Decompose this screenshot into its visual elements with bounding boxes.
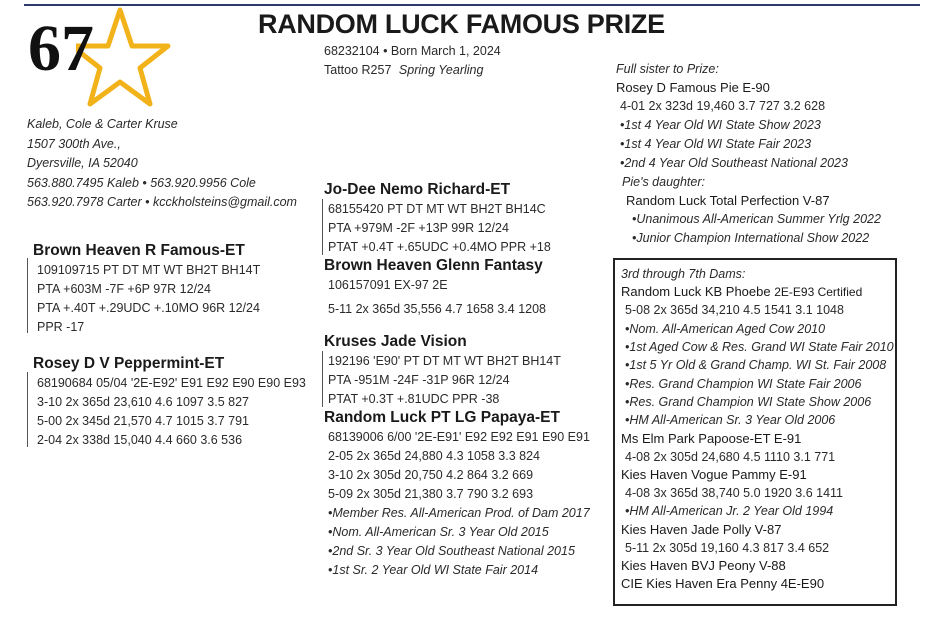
consignor-street: 1507 300th Ave., xyxy=(27,136,121,151)
dam-line: 68190684 05/04 '2E-E92' E91 E92 E90 E90 E93 xyxy=(37,376,306,390)
age-class: Spring Yearling xyxy=(398,63,484,77)
dam-line: 5-00 2x 345d 21,570 4.7 1015 3.7 791 xyxy=(37,414,249,428)
sire-sire-bracket xyxy=(322,199,323,255)
dams-block xyxy=(621,265,894,593)
dam-dam-details xyxy=(328,428,590,580)
phoebe-record: 5-08 2x 365d 34,210 4.5 1541 3.1 1048 xyxy=(625,303,844,318)
phoebe-classification: 2E-E93 Certified xyxy=(774,285,863,300)
dam-sire-details xyxy=(328,352,561,409)
phoebe-honor: •1st 5 Yr Old & Grand Champ. WI St. Fair 2008 xyxy=(625,358,887,373)
dam-name: Rosey D V Peppermint-ET xyxy=(33,355,225,372)
consignor-phones: 563.880.7495 Kaleb • 563.920.9956 Cole xyxy=(27,175,256,190)
sire-line: PPR -17 xyxy=(37,320,85,334)
phoebe-honor: •Nom. All-American Aged Cow 2010 xyxy=(625,321,826,336)
dam-dam-honor: •1st Sr. 2 Year Old WI State Fair 2014 xyxy=(328,563,539,577)
dam-dam-line: 2-05 2x 365d 24,880 4.3 1058 3.3 824 xyxy=(328,449,540,463)
tattoo-line xyxy=(324,61,483,79)
sire-dam-line: 106157091 EX-97 2E xyxy=(328,278,448,292)
tattoo: Tattoo R257 xyxy=(324,63,392,77)
dam-dam-honor: •Member Res. All-American Prod. of Dam 2017 xyxy=(328,506,590,520)
peony-name: Kies Haven BVJ Peony V-88 xyxy=(621,558,786,574)
dam-dam-line: 5-09 2x 305d 21,380 3.7 790 3.2 693 xyxy=(328,487,534,501)
page-title: RANDOM LUCK FAMOUS PRIZE xyxy=(258,9,665,39)
consignor-city: Dyersville, IA 52040 xyxy=(27,156,138,170)
phoebe-honor: •1st Aged Cow & Res. Grand WI State Fair 2010 xyxy=(625,340,894,355)
consignor-names: Kaleb, Cole & Carter Kruse xyxy=(27,117,178,131)
dam-sire-line: PTA -951M -24F -31P 96R 12/24 xyxy=(328,373,510,387)
sire-bracket xyxy=(27,258,28,333)
phoebe-honor: •HM All-American Sr. 3 Year Old 2006 xyxy=(625,413,836,428)
dam-dam-line: 68139006 6/00 '2E-E91' E92 E92 E91 E90 E91 xyxy=(328,430,590,444)
dams-heading: 3rd through 7th Dams: xyxy=(621,267,746,281)
dam-sire-bracket xyxy=(322,351,323,407)
full-sister-heading: Full sister to Prize: xyxy=(616,62,719,76)
sire-sire-line: 68155420 PT DT MT WT BH2T BH14C xyxy=(328,202,546,216)
sire-details xyxy=(37,261,260,337)
sire-line: PTA +603M -7F +6P 97R 12/24 xyxy=(37,282,211,296)
lot-number: 67 xyxy=(28,12,94,85)
dam-dam-honor: •2nd Sr. 3 Year Old Southeast National 2015 xyxy=(328,544,575,558)
pammy-honor: •HM All-American Jr. 2 Year Old 1994 xyxy=(625,504,834,519)
dam-details xyxy=(37,374,306,450)
sire-sire-name: Jo-Dee Nemo Richard-ET xyxy=(324,181,511,198)
consignor-contact: 563.920.7978 Carter • kcckholsteins@gmail.com xyxy=(27,195,297,209)
dam-sire-name: Kruses Jade Vision xyxy=(324,333,467,350)
consignor-block xyxy=(27,115,297,213)
pammy-name: Kies Haven Vogue Pammy E-91 xyxy=(621,467,807,483)
daughter-honor: •Junior Champion International Show 2022 xyxy=(632,231,870,245)
sire-name: Brown Heaven R Famous-ET xyxy=(33,242,245,259)
full-sister-honor: •1st 4 Year Old WI State Show 2023 xyxy=(620,118,821,132)
sire-dam-name: Brown Heaven Glenn Fantasy xyxy=(324,257,543,274)
daughter-honor: •Unanimous All-American Summer Yrlg 2022 xyxy=(632,212,881,226)
full-sister-honor: •1st 4 Year Old WI State Fair 2023 xyxy=(620,137,812,151)
sire-sire-line: PTA +979M -2F +13P 99R 12/24 xyxy=(328,221,509,235)
full-sister-block xyxy=(616,60,881,248)
papoose-name: Ms Elm Park Papoose-ET E-91 xyxy=(621,430,802,446)
dam-dam-honor: •Nom. All-American Sr. 3 Year Old 2015 xyxy=(328,525,549,539)
dam-sire-line: 192196 'E90' PT DT MT WT BH2T BH14T xyxy=(328,354,561,368)
phoebe-honor: •Res. Grand Champion WI State Fair 2006 xyxy=(625,376,862,391)
full-sister-name: Rosey D Famous Pie E-90 xyxy=(616,80,770,95)
pammy-record: 4-08 3x 365d 38,740 5.0 1920 3.6 1411 xyxy=(625,486,844,501)
full-sister-honor: •2nd 4 Year Old Southeast National 2023 xyxy=(620,156,848,170)
sire-dam-line: 5-11 2x 365d 35,556 4.7 1658 3.4 1208 xyxy=(328,302,547,316)
dam-line: 3-10 2x 365d 23,610 4.6 1097 3.5 827 xyxy=(37,395,249,409)
daughter-heading: Pie's daughter: xyxy=(622,175,705,189)
sire-dam-details xyxy=(328,276,546,319)
sire-sire-details xyxy=(328,200,551,257)
dam-line: 2-04 2x 338d 15,040 4.4 660 3.6 536 xyxy=(37,433,243,447)
papoose-record: 4-08 2x 305d 24,680 4.5 1110 3.1 771 xyxy=(625,449,836,464)
dam-bracket xyxy=(27,372,28,447)
dam-sire-line: PTAT +0.3T +.81UDC PPR -38 xyxy=(328,392,500,406)
sire-line: PTA +.40T +.29UDC +.10MO 96R 12/24 xyxy=(37,301,260,315)
penny-name: CIE Kies Haven Era Penny 4E-E90 xyxy=(621,576,825,592)
sire-sire-line: PTAT +0.4T +.65UDC +0.4MO PPR +18 xyxy=(328,240,551,254)
dam-dam-line: 3-10 2x 305d 20,750 4.2 864 3.2 669 xyxy=(328,468,534,482)
registration-line: 68232104 • Born March 1, 2024 xyxy=(324,44,501,58)
sire-line: 109109715 PT DT MT WT BH2T BH14T xyxy=(37,263,261,277)
phoebe-row xyxy=(621,283,894,301)
polly-name: Kies Haven Jade Polly V-87 xyxy=(621,521,782,537)
dam-dam-name: Random Luck PT LG Papaya-ET xyxy=(324,409,560,426)
phoebe-name: Random Luck KB Phoebe xyxy=(621,284,771,300)
phoebe-honor: •Res. Grand Champion WI State Show 2006 xyxy=(625,395,872,410)
full-sister-record: 4-01 2x 323d 19,460 3.7 727 3.2 628 xyxy=(620,99,826,113)
polly-record: 5-11 2x 305d 19,160 4.3 817 3.4 652 xyxy=(625,540,830,555)
daughter-name: Random Luck Total Perfection V-87 xyxy=(626,193,830,208)
